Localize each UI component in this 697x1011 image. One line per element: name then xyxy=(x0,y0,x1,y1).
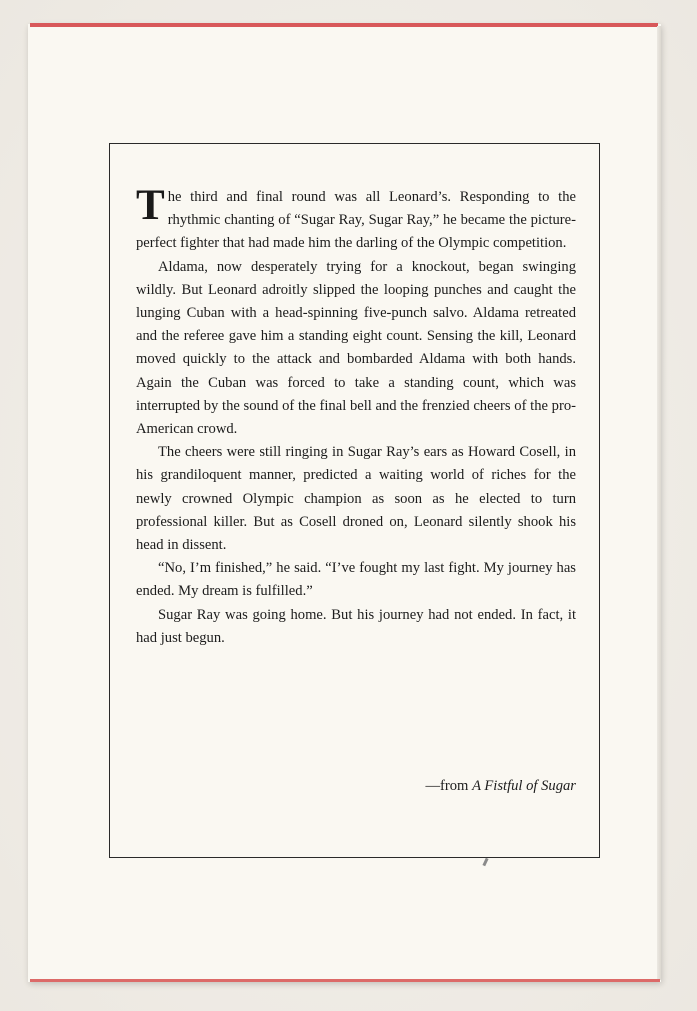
attribution-prefix: —from xyxy=(425,778,473,794)
paragraph-1-text: he third and final round was all Leonard’s. Responding to the rhythmic chanting of “Sugar Ray, Sugar Ray,” he became the picture-perfect fighter that had made him the darling of the Olympic competition. xyxy=(136,189,576,252)
red-bottom-edge xyxy=(30,979,660,982)
attribution xyxy=(136,778,576,795)
red-top-edge xyxy=(30,23,658,27)
book-title: A Fistful of Sugar xyxy=(472,778,576,794)
paragraph-3: The cheers were still ringing in Sugar Ray’s ears as Howard Cosell, in his grandiloquent manner, predicted a waiting world of riches for the newly crowned Olympic champion as soon as he elected to turn professional killer. But as Cosell droned on, Leonard silently shook his head in dissent. xyxy=(136,444,576,554)
paragraph-5: Sugar Ray was going home. But his journey had not ended. In fact, it had just begun. xyxy=(136,606,576,646)
paragraph-1 xyxy=(136,182,576,256)
paragraph-4: “No, I’m finished,” he said. “I’ve fought my last fight. My journey has ended. My dream is fulfilled.” xyxy=(136,560,576,600)
paragraph-2: Aldama, now desperately trying for a knockout, began swinging wildly. But Leonard adroitly slipped the looping punches and caught the lunging Cuban with a head-spinning five-punch salvo. Aldama retreated and the referee gave him a standing eight count. Sensing the kill, Leonard moved quickly to the attack and bombarded Aldama with both hands. Again the Cuban was forced to take a standing count, which was interrupted by the sound of the final bell and the frenzied cheers of the pro-American crowd. xyxy=(136,258,576,438)
cover-spine-edge xyxy=(657,26,661,980)
drop-cap: T xyxy=(136,182,165,229)
excerpt-text xyxy=(136,182,576,650)
